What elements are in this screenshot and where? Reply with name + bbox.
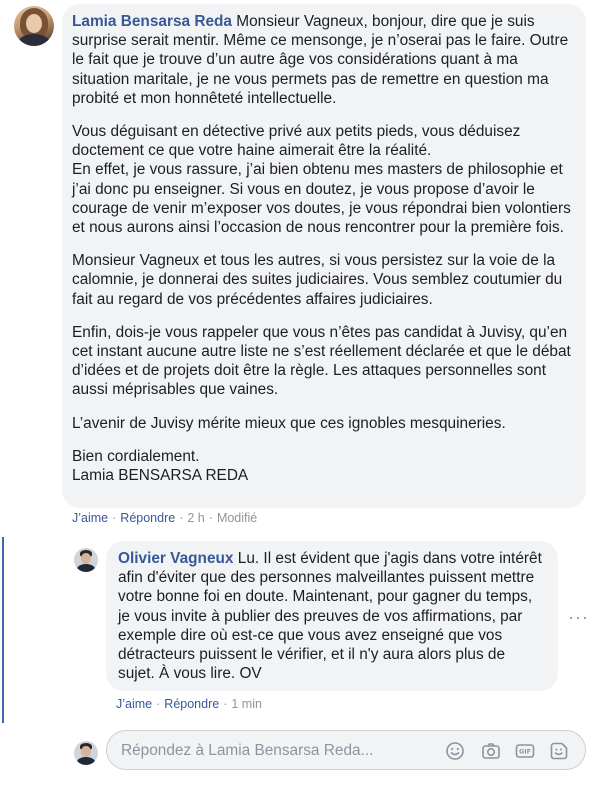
thread-line	[2, 537, 4, 723]
gif-icon[interactable]	[515, 741, 535, 761]
comment-text-p6: Bien cordialement. Lamia BENSARSA REDA	[72, 447, 249, 485]
comment-author-name[interactable]: Lamia Bensarsa Reda	[72, 13, 232, 30]
comment-text-p2: Vous déguisant en détective privé aux petits pieds, vous déduisez doctement ce que votre haine aimerait être la réalité. En effet, je vous rassure, j’ai bien obtenu mes masters de philosophie et j’ai donc pu enseigner. Si vous en doutez, je vous propose d’avoir le courage de venir m’exposer vos doutes, je vous répondrai bien volontiers et nous aurons ainsi l’occasion de nous rencontrer pour la première fois.	[72, 123, 571, 237]
emoji-icon[interactable]	[445, 741, 465, 761]
reply-text: Lu. Il est évident que j'agis dans votre intérêt afin d'éviter que des personnes malveillantes puissent mettre votre bonne foi en doute. Maintenant, pour gagner du temps, je vous invite à publier des preuves de vos affirmations, par exemple dire où est-ce que vous avez enseigné que vos détracteurs puissent le vérifier, et il n'y aura alors plus de sujet. À vous lire. OV	[118, 550, 542, 683]
reply-author-name[interactable]: Olivier Vagneux	[118, 550, 234, 567]
reply-composer[interactable]	[106, 730, 586, 770]
reply-input[interactable]	[119, 740, 423, 762]
separator-dot: ·	[156, 697, 161, 711]
comment-text-p3: Monsieur Vagneux et tous les autres, si vous persistez sur la voie de la calomnie, je donnerai des suites judiciaires. Vous semblez coutumier du fait au regard de vos précédentes affaires judiciaires.	[72, 252, 563, 308]
edited-label[interactable]: Modifié	[216, 511, 258, 525]
reply-comment-bubble	[106, 541, 558, 691]
comment-text-p1: Monsieur Vagneux, bonjour, dire que je suis surprise serait mentir. Même ce mensonge, je n’oserai pas le faire. Outre le fait que je trouve d’un autre âge vos considérations quant à ma situation maritale, je ne vous permets pas de remettre en question ma probité et mon honnêteté intellectuelle.	[72, 13, 569, 107]
comment-text-p5: L’avenir de Juvisy mérite mieux que ces ignobles mesquineries.	[72, 414, 506, 432]
avatar-olivier[interactable]	[74, 548, 98, 572]
camera-icon[interactable]	[481, 741, 501, 761]
sticker-icon[interactable]	[549, 741, 569, 761]
avatar-lamia[interactable]	[14, 6, 54, 46]
reply-link[interactable]: Répondre	[164, 697, 220, 711]
separator-dot: ·	[223, 697, 228, 711]
like-link[interactable]: J’aime	[72, 511, 109, 525]
main-comment-bubble	[62, 4, 586, 508]
reply-link[interactable]: Répondre	[120, 511, 176, 525]
separator-dot: ·	[208, 511, 213, 525]
svg-text:GIF: GIF	[519, 747, 531, 756]
timestamp[interactable]: 1 min	[231, 697, 262, 711]
like-link[interactable]: J’aime	[116, 697, 153, 711]
main-comment-actions	[72, 511, 257, 525]
separator-dot: ·	[112, 511, 117, 525]
separator-dot: ·	[179, 511, 184, 525]
avatar-current-user	[74, 741, 98, 765]
comment-text-p4: Enfin, dois-je vous rappeler que vous n’êtes pas candidat à Juvisy, qu’en cet instant aucune autre liste ne s’est réellement déclarée et que le débat d’idées et de projets doit être la règle. Les attaques personnelles sont aussi méprisables que vaines.	[72, 323, 571, 399]
more-options-icon[interactable]: ···	[568, 607, 589, 627]
reply-comment-actions	[116, 697, 262, 711]
timestamp[interactable]: 2 h	[187, 511, 205, 525]
